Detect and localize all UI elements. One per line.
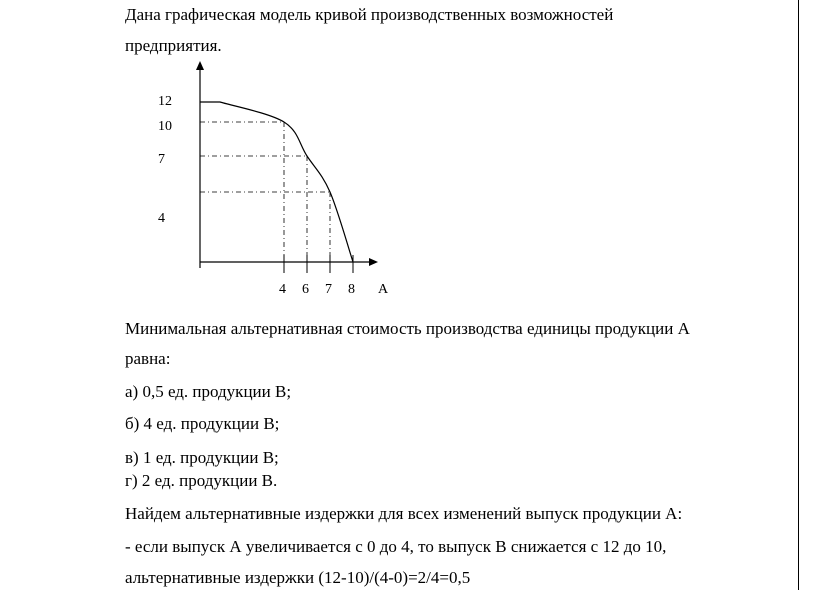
answer-option-b: б) 4 ед. продукции В; [125, 414, 280, 433]
x-tick-label-4: 4 [279, 282, 286, 297]
solution-line-3: альтернативные издержки (12-10)/(4-0)=2/4=0,5 [125, 568, 471, 587]
ppf-curve [200, 102, 353, 262]
y-tick-label-4: 4 [158, 211, 165, 226]
x-tick-label-8: 8 [348, 282, 355, 297]
solution-line-2: - если выпуск А увеличивается с 0 до 4, то выпуск В снижается с 12 до 10, [125, 537, 667, 556]
answer-option-a: а) 0,5 ед. продукции В; [125, 382, 292, 401]
y-tick-label-12: 12 [158, 94, 172, 109]
y-axis-arrow [196, 61, 204, 70]
solution-line-1: Найдем альтернативные издержки для всех изменений выпуск продукции А: [125, 504, 683, 523]
answer-option-d: г) 2 ед. продукции В. [125, 471, 278, 490]
x-axis-arrow [369, 258, 378, 266]
question-line-1: Минимальная альтернативная стоимость производства единицы продукции А [125, 319, 690, 338]
x-tick-label-7: 7 [325, 282, 332, 297]
question-line-2: равна: [125, 349, 171, 368]
y-tick-label-10: 10 [158, 119, 172, 134]
x-axis-label: А [378, 282, 389, 297]
x-tick-label-6: 6 [302, 282, 309, 297]
intro-line-2: предприятия. [125, 36, 222, 55]
intro-line-1: Дана графическая модель кривой производственных возможностей [125, 5, 614, 24]
y-tick-label-7: 7 [158, 152, 165, 167]
page-edge-rule [798, 0, 799, 590]
ppf-chart [150, 55, 400, 305]
answer-option-c: в) 1 ед. продукции В; [125, 448, 279, 467]
